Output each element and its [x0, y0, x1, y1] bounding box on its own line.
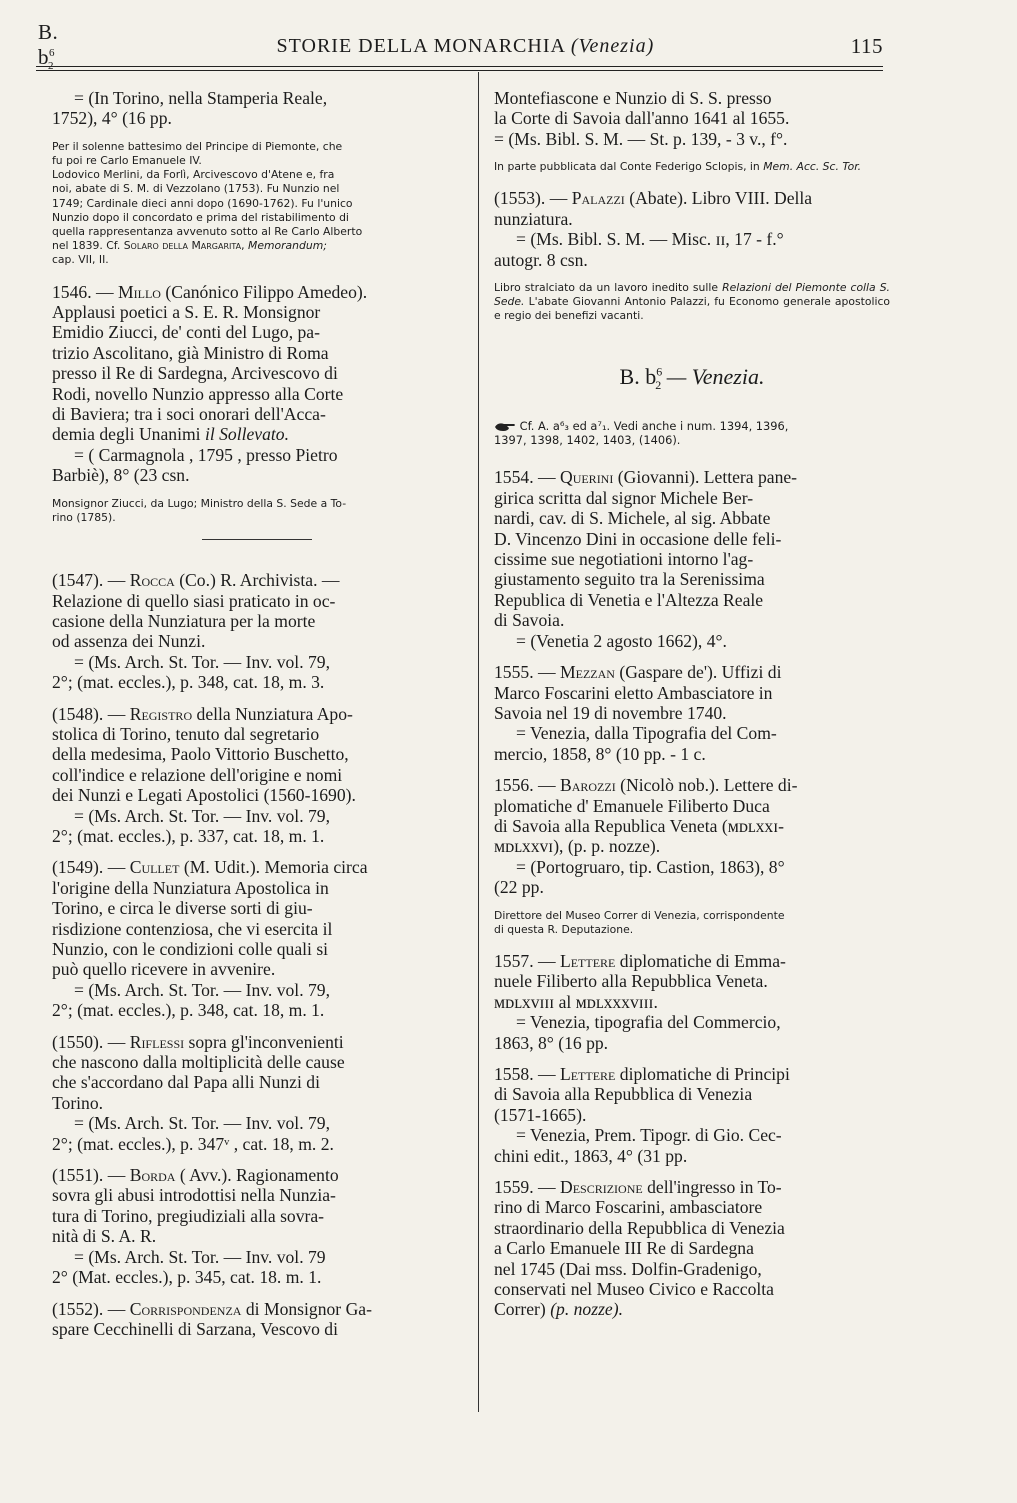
entry-1551: (1551). — Borda ( Avv.). Ragionamento sovra gli abusi introdottisi nella Nunzia- tura di Torino, pregiudiziali alla sovra- nità di S. A. R. = (Ms. Arch. St. Tor. — Inv. vol. 79 2° (Mat. eccles.), p. 345, cat. 18. m. 1.	[52, 1165, 339, 1288]
entry-1556: 1556. — Barozzi (Nicolò nob.). Lettere di- plomatiche d' Emanuele Filiberto Duca di Savoia alla Republica Veneta (ᴍᴅʟxxɪ- ᴍᴅʟxxᴠɪ), (p. p. nozze). = (Portogruaro, tip. Castion, 1863), 8° (22 pp.	[494, 775, 798, 898]
entry-continuation: = (In Torino, nella Stamperia Reale, 1752), 4° (16 pp.	[52, 88, 328, 129]
entry-1553: (1553). — Palazzi (Abate). Libro VIII. Della nunziatura. = (Ms. Bibl. S. M. — Misc. ɪɪ, 17 - f.° autogr. 8 csn.	[494, 188, 813, 270]
page-number: 115	[850, 33, 883, 58]
entry-1552: (1552). — Corrispondenza di Monsignor Ga- spare Cecchinelli di Sarzana, Vescovo di	[52, 1298, 372, 1339]
header-left: B. $b^6_2$	[38, 19, 59, 73]
entry-1547: (1547). — Rocca (Co.) R. Archivista. — Relazione di quello siasi praticato in oc- casione della Nunziatura per la morte od assenza dei Nunzi. = (Ms. Arch. St. Tor. — Inv. vol. 79, 2°; (mat. eccles.), p. 348, cat. 18, m. 3.	[52, 570, 340, 693]
entry-1559: 1559. — Descrizione dell'ingresso in To- rino di Marco Foscarini, ambasciatore straordinario della Repubblica di Venezia a Carlo Emanuele III Re di Sardegna nel 1745 (Dai mss. Dolfin-Gradenigo, conservati nel Museo Civico e Raccolta Correr) (p. nozze).	[494, 1177, 785, 1320]
note-right: In parte pubblicata dal Conte Federigo Sclopis, in Mem. Acc. Sc. Tor.	[494, 160, 862, 174]
entry-1546: 1546. — Millo (Canónico Filippo Amedeo). Applausi poetici a S. E. R. Monsignor Emidio Ziucci, de' conti del Lugo, pa- trizio Ascolitano, già Ministro di Roma presso il Re di Sardegna, Arcivescovo di Rodi, novello Nunzio appresso alla Corte di Baviera; tra i soci onorari dell'Acca- demia degli Unanimi il Sollevato. = ( Carmagnola , 1795 , presso Pietro Barbiè), 8° (23 csn.	[52, 281, 368, 486]
note-1546: Monsignor Ziucci, da Lugo; Ministro della S. Sede a To- rino (1785).	[52, 496, 347, 524]
pointing-hand-icon	[494, 421, 516, 433]
entry-1549: (1549). — Cullet (M. Udit.). Memoria circa l'origine della Nunziatura Apostolica in Torino, e circa le diverse sorti di giu- risdizione contenziosa, che vi esercita il Nunzio, con le condizioni colle quali si può quello ricevere in avvenire. = (Ms. Arch. St. Tor. — Inv. vol. 79, 2°; (mat. eccles.), p. 348, cat. 18, m. 1.	[52, 857, 368, 1021]
section-divider	[202, 539, 312, 540]
header-rule-thin	[36, 70, 883, 71]
entry-continuation-right: Montefiascone e Nunzio di S. S. presso la Corte di Savoia dall'anno 1641 al 1655. = (Ms. Bibl. S. M. — St. p. 139, - 3 v., f°.	[494, 88, 790, 149]
entry-1554: 1554. — Querini (Giovanni). Lettera pane- girica scritta dal signor Michele Ber- nardi, cav. di S. Michele, al sig. Abbate D. Vincenzo Dini in occasione delle feli- cissime sue negotiationi intorno l'ag- giustamento seguito tra la Serenissima Republica di Venetia e l'Altezza Reale di Savoia. = (Venetia 2 agosto 1662), 4°.	[494, 467, 798, 651]
running-header	[38, 19, 883, 73]
entry-1558: 1558. — Lettere diplomatiche di Principi di Savoia alla Repubblica di Venezia (1571-1665). = Venezia, Prem. Tipogr. di Gio. Cec- chini edit., 1863, 4° (31 pp.	[494, 1064, 790, 1166]
cross-reference: Cf. A. a⁶₃ ed a⁷₁. Vedi anche i num. 1394, 1396, 1397, 1398, 1402, 1403, (1406).	[494, 419, 789, 448]
right-column	[494, 88, 890, 1331]
entry-1555: 1555. — Mezzan (Gaspare de'). Uffizi di Marco Foscarini eletto Ambasciatore in Savoia nel 19 di novembre 1740. = Venezia, dalla Tipografia del Com- mercio, 1858, 8° (10 pp. - 1 c.	[494, 662, 782, 764]
entry-1557: 1557. — Lettere diplomatiche di Emma- nuele Filiberto alla Repubblica Veneta. ᴍᴅʟxᴠɪɪɪ al ᴍᴅʟxxxᴠɪɪɪ. = Venezia, tipografia del Commercio, 1863, 8° (16 pp.	[494, 950, 786, 1053]
note: Per il solenne battesimo del Principe di Piemonte, che fu poi re Carlo Emanuele IV. Lodovico Merlini, da Forlì, Arcivescovo d'Atene e, fra noi, abate di S. M. di Vezzolano (1753). Fu Nunzio nel 1749; Cardinale dieci anni dopo (1690-1762). Fu l'unico Nunzio dopo il concordato e prima del ristabilimento di quella rappresentanza avvenuto sotto al Re Carlo Alberto nel 1839. Cf. Solaro della Margarita, Memorandum; cap. VII, II.	[52, 139, 363, 267]
column-separator	[478, 72, 479, 1412]
header-rule	[36, 66, 883, 67]
section-heading: B. $b^6_2$ — Venezia.	[619, 363, 765, 393]
entry-1550: (1550). — Riflessi sopra gl'inconvenienti che nascono dalla moltiplicità delle cause che s'accordano dal Papa alli Nunzi di Torino. = (Ms. Arch. St. Tor. — Inv. vol. 79, 2°; (mat. eccles.), p. 347ᵛ , cat. 18, m. 2.	[52, 1031, 345, 1154]
left-column	[52, 88, 462, 1350]
entry-1548: (1548). — Registro della Nunziatura Apo- stolica di Torino, tenuto dal segretario della medesima, Paolo Vittorio Buschetto, coll'indice e relazione dell'origine e nomi dei Nunzi e Legati Apostolici (1560-1690). = (Ms. Arch. St. Tor. — Inv. vol. 79, 2°; (mat. eccles.), p. 337, cat. 18, m. 1.	[52, 703, 356, 846]
header-title: STORIE DELLA MONARCHIA (Venezia)	[276, 34, 655, 57]
note-1553: Libro stralciato da un lavoro inedito sulle Relazioni del Piemonte colla S. Sede. L'abate Giovanni Antonio Palazzi, fu Economo generale apostolico e regio dei benefizi vacanti.	[494, 281, 890, 323]
note-1556: Direttore del Museo Correr di Venezia, corrispondente di questa R. Deputazione.	[494, 908, 785, 936]
